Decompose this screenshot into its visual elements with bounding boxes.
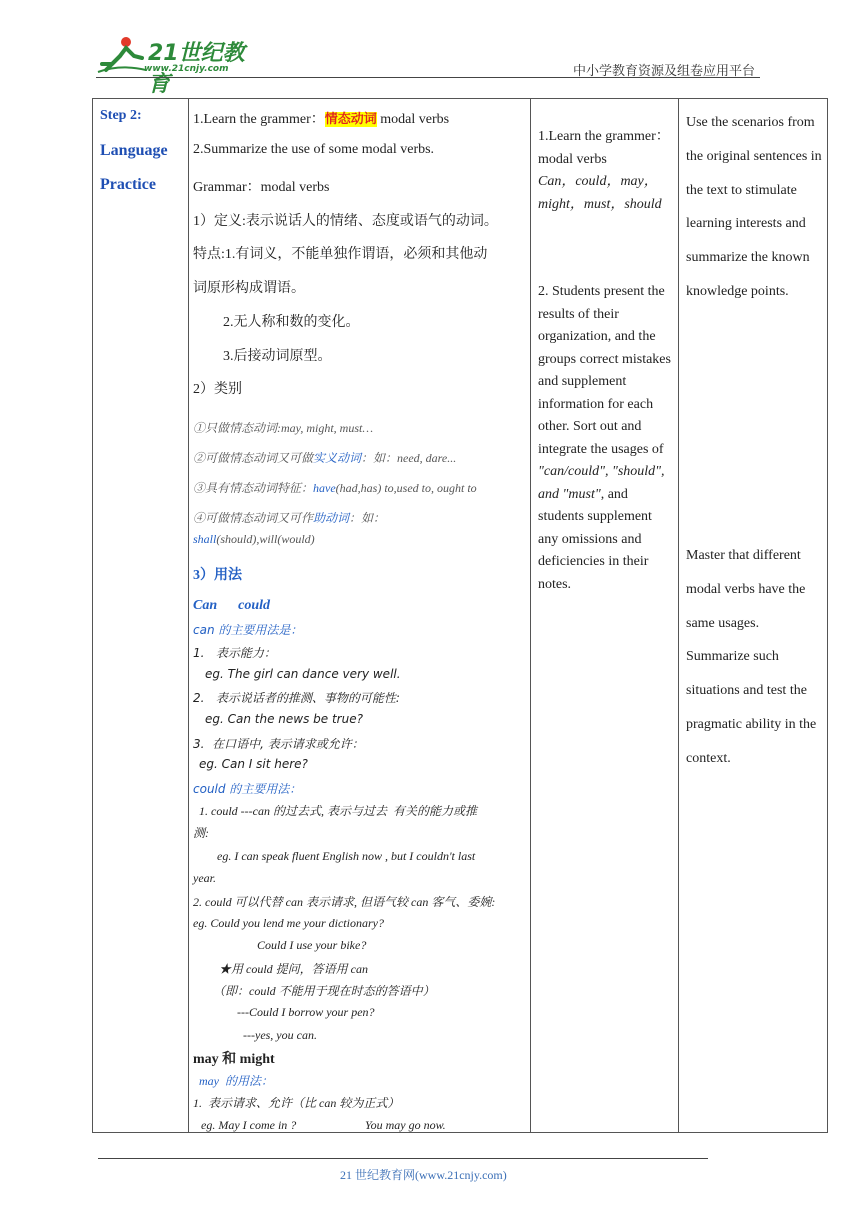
category-4-d: shall [193, 532, 217, 546]
intent-1: Use the scenarios from the original sentences in the text to stimulate learning interests and summarize the known knowledge points. [686, 115, 822, 299]
definition-line: 1）定义:表示说话人的情绪、态度或语气的动词。 [193, 214, 498, 229]
content-line-2: 2.Summarize the use of some modal verbs. [193, 142, 435, 157]
category-3-c: (had,has) to,used to, ought to [335, 481, 477, 495]
activity-2-text: 2. Students present the results of their organization, and the groups correct mistakes and supplement information for each other. Sort out and integrate the usages of [538, 284, 671, 457]
feature-line-1: 特点:1.有词义，不能单独作谓语，必须和其他动 [193, 247, 488, 262]
category-4-b: 助动词 [313, 511, 350, 525]
header-platform-text: 中小学教育资源及组卷应用平台 [573, 64, 756, 79]
could-usage-2-eg2: Could I use your bike? [257, 938, 367, 952]
can-usage-1-eg: eg. The girl can dance very well. [205, 667, 401, 681]
activity-1-text: 1.Learn the grammer：modal verbs [538, 129, 670, 167]
step-practice-label: Practice [100, 176, 156, 193]
could-usage-2: 2. could 可以代替 can 表示请求, 但语气较 can 客气、委婉: [193, 895, 496, 909]
could-usage-1-eg-cont: year. [193, 871, 216, 885]
category-heading: 2）类别 [193, 382, 242, 397]
header-divider [96, 77, 760, 78]
logo-url: www.21cnjy.com [144, 64, 229, 74]
category-4 [193, 509, 385, 526]
category-3-a: ③具有情态动词特征： [193, 481, 314, 495]
can-usage-1: 1. 表示能力： [193, 646, 276, 660]
could-note-2: （即：could 不能用于现在时态的答语中） [213, 984, 435, 998]
category-4-cont [193, 532, 315, 547]
may-might-title: may 和 might [193, 1052, 275, 1067]
category-4-e: (should),will(would) [216, 532, 315, 546]
category-1: ①只做情态动词:may, might, must… [193, 421, 374, 435]
may-usage-1: 1. 表示请求、允许（比 can 较为正式） [193, 1096, 400, 1110]
could-note-1: ★用 could 提问，答语用 can [219, 962, 368, 976]
could-usage-1-eg: eg. I can speak fluent English now , but I couldn't last [217, 849, 476, 863]
usage-title: 3）用法 [193, 568, 242, 583]
category-2 [193, 449, 456, 466]
step-cell [93, 99, 189, 1133]
dialogue-a: ---yes, you can. [243, 1028, 317, 1042]
activity-2 [538, 281, 674, 596]
activity-1 [538, 126, 674, 216]
activity-2-end: , and students supplement any omissions and deficiencies in their notes. [538, 486, 652, 592]
can-usage-3-eg: eg. Can I sit here? [199, 757, 308, 771]
category-2-c: ：如：need, dare... [361, 451, 457, 465]
feature-line-2: 词原形构成谓语。 [193, 281, 305, 296]
intent-2: Master that different modal verbs have the same usages. Summarize such situations and test the pragmatic ability in the context. [686, 548, 817, 766]
footer-divider [98, 1158, 708, 1159]
activity-1-verbs: Can，could，may，might，must，should [538, 174, 662, 212]
runner-logo-icon [96, 34, 146, 76]
highlight-modal-verbs: 情态动词 [324, 112, 377, 127]
can-main-usage: can 的主要用法是： [193, 623, 303, 637]
could-main-usage: could 的主要用法： [193, 782, 302, 796]
dialogue-q: ---Could I borrow your pen? [237, 1005, 375, 1019]
category-2-a: ②可做情态动词又可做 [193, 451, 314, 465]
activity-2-italic: "can/could", "should", and "must" [538, 464, 665, 502]
could-usage-2-eg: eg. Could you lend me your dictionary? [193, 916, 384, 930]
could-usage-1-cont: 测: [193, 826, 209, 840]
step-label: Step 2: [100, 108, 142, 123]
category-3 [193, 479, 477, 496]
content-line-3: Grammar：modal verbs [193, 180, 330, 195]
lesson-table [92, 98, 828, 1133]
feature-line-3: 2.无人称和数的变化。 [223, 315, 360, 330]
feature-line-4: 3.后接动词原型。 [223, 349, 332, 364]
category-3-b: have [313, 481, 336, 495]
site-logo [96, 34, 266, 97]
can-could-title: Can could [193, 598, 271, 613]
may-usage-1-eg2: You may go now. [365, 1118, 446, 1132]
category-2-b: 实义动词 [313, 451, 362, 465]
may-usage-1-eg: eg. May I come in ? [201, 1118, 297, 1132]
content-line-1 [193, 108, 449, 128]
content-line-1-text: 1.Learn the grammer： [193, 112, 325, 127]
could-usage-1: 1. could ---can 的过去式, 表示与过去 有关的能力或推 [199, 804, 477, 818]
category-4-a: ④可做情态动词又可作 [193, 511, 314, 525]
category-4-c: ：如： [349, 511, 386, 525]
design-intent-cell [679, 99, 828, 1133]
footer-link[interactable]: 21 世纪教育网(www.21cnjy.com) [340, 1168, 507, 1182]
logo-title: 21世纪教育 [148, 41, 245, 97]
can-usage-3: 3. 在口语中, 表示请求或允许： [193, 737, 364, 751]
content-line-1-end: modal verbs [376, 112, 450, 127]
student-activity-cell [531, 99, 679, 1133]
can-usage-2-eg: eg. Can the news be true? [205, 712, 363, 726]
content-cell [189, 99, 531, 1133]
step-language-label: Language [100, 142, 168, 159]
may-usage-title: may 的用法： [199, 1074, 273, 1088]
can-usage-2: 2. 表示说话者的推测、事物的可能性: [193, 691, 400, 705]
